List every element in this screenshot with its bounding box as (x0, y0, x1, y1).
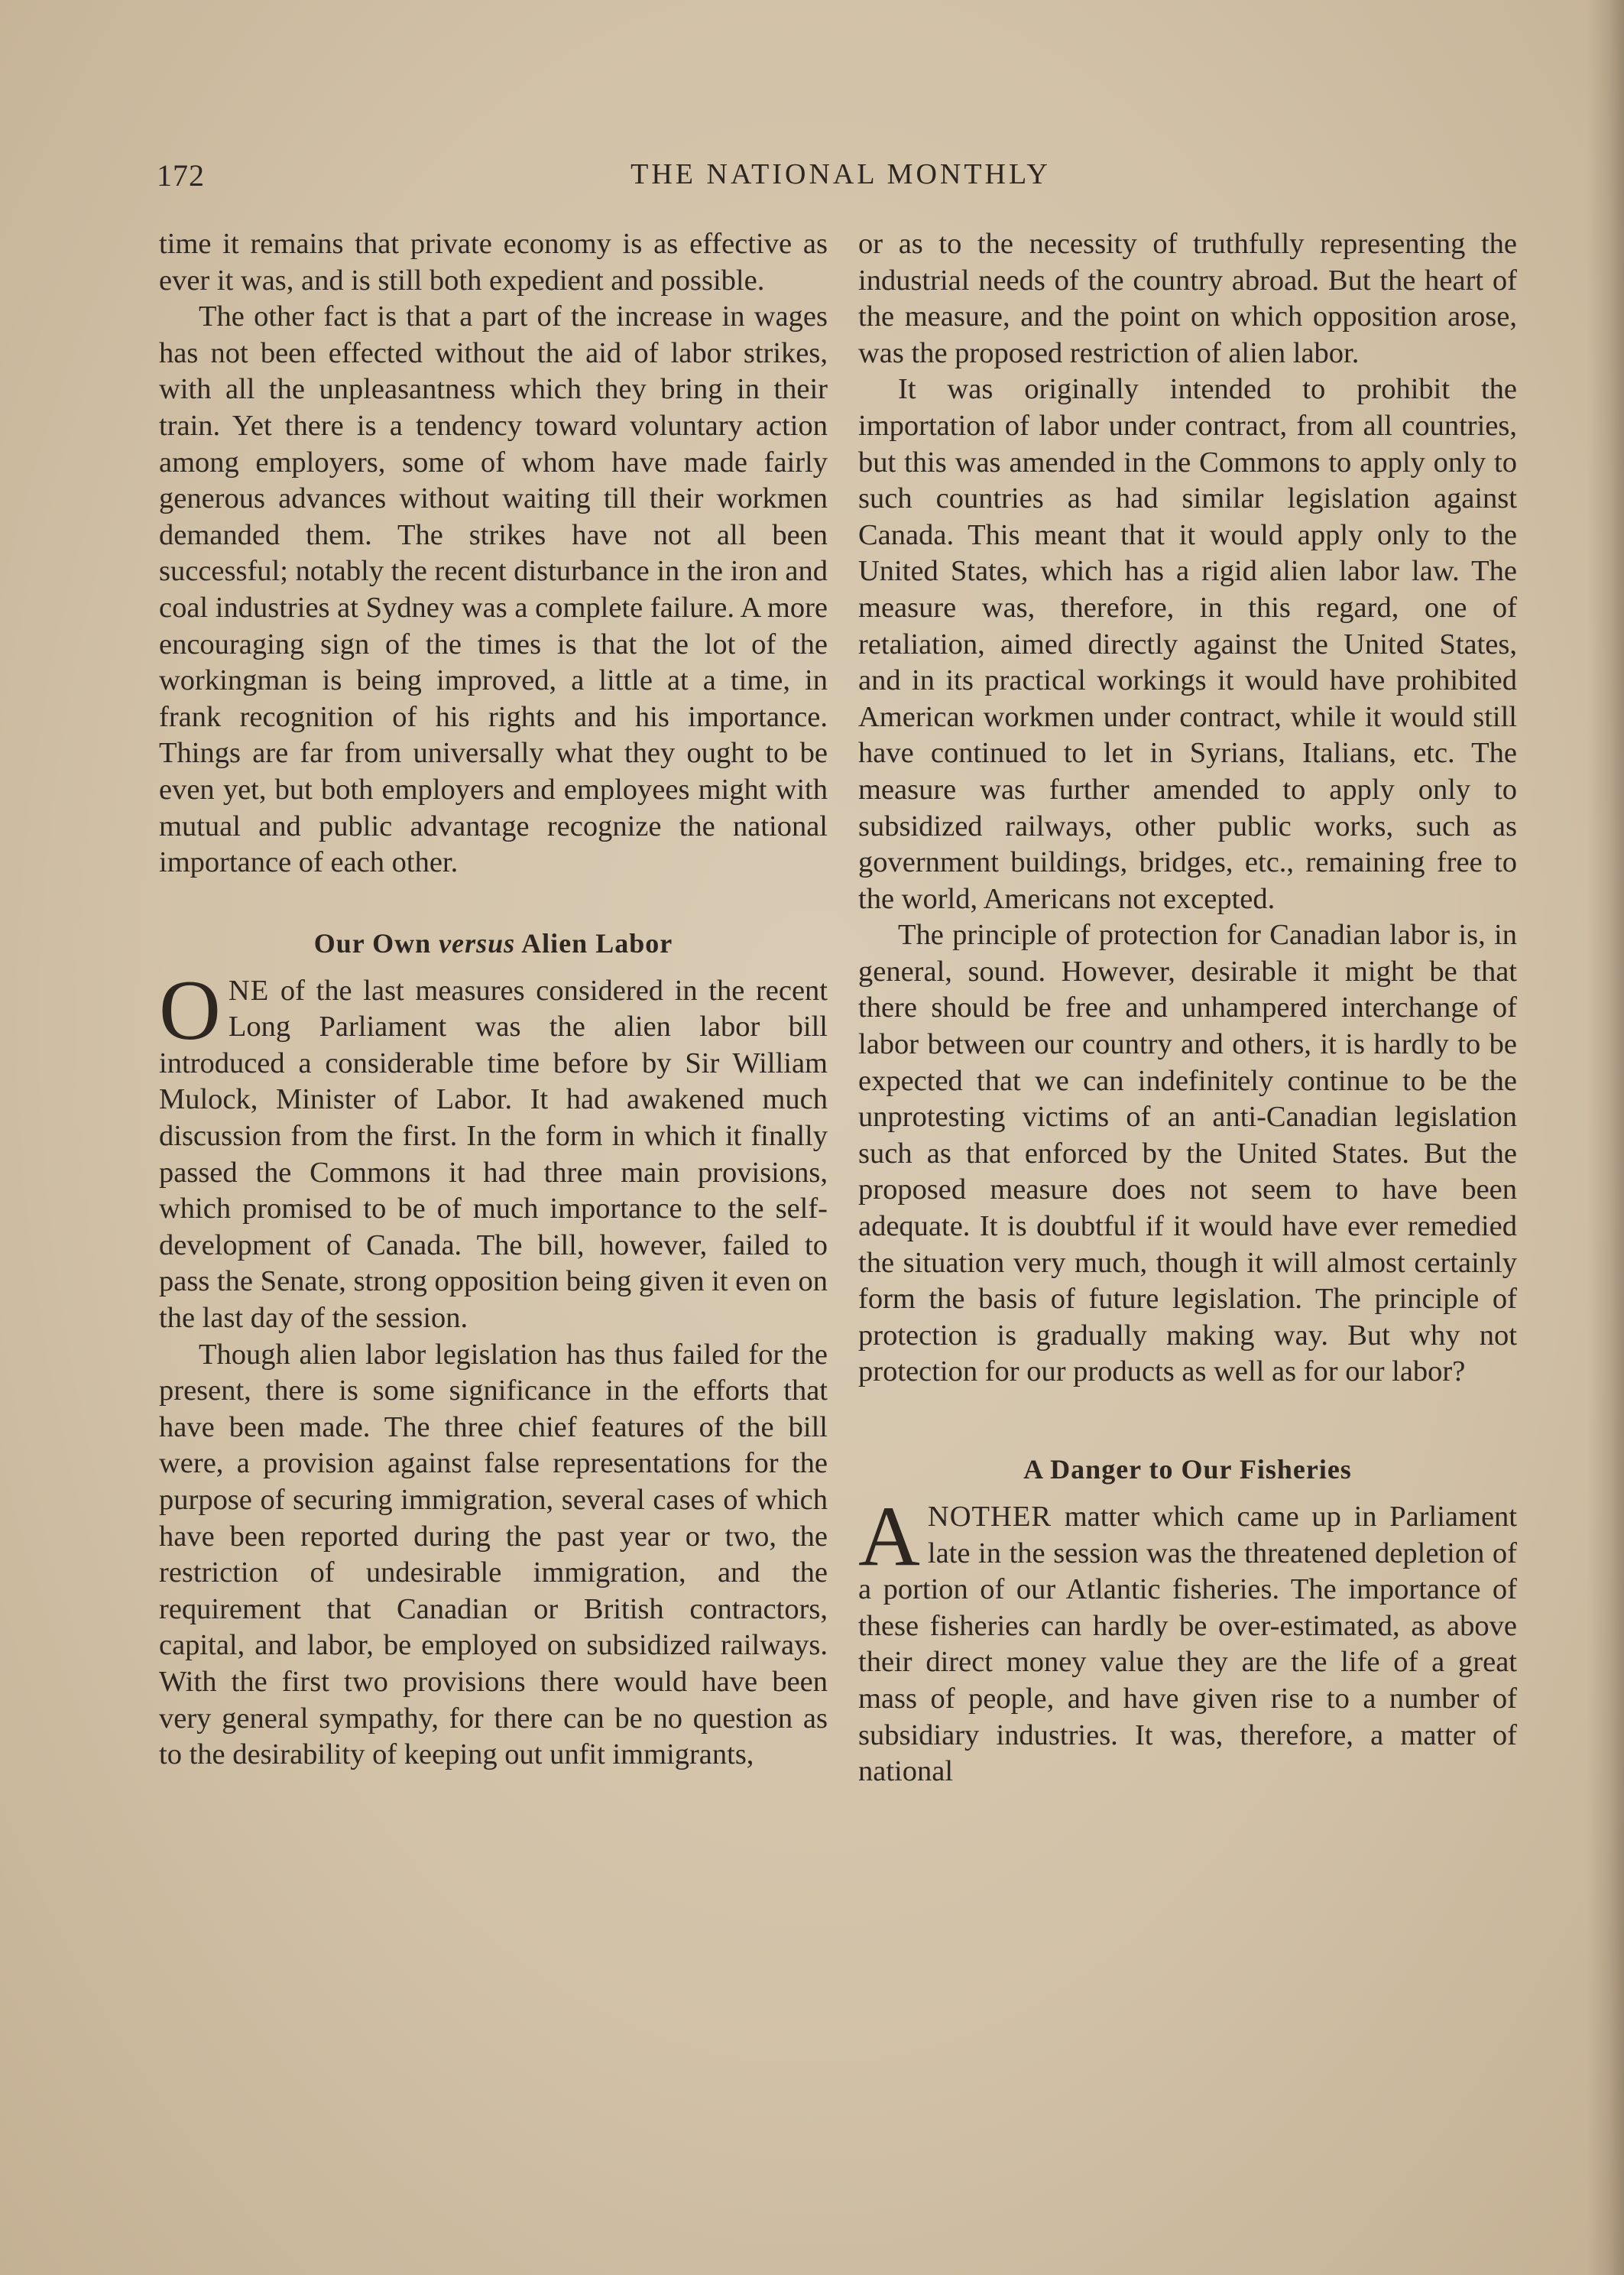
running-title: THE NATIONAL MONTHLY (630, 158, 1051, 190)
paragraph-text: matter which came up in Parliament late in the session was the threatened depletion of a portion of our Atlantic fisheries. The importance of these fisheries can hardly be over-estimated, as above their direct money value they are the life of a great mass of people, and have given rise to a number of subsidiary industries. It was, therefore, a matter of national (858, 1501, 1517, 1788)
lead-in: NOTHER (927, 1501, 1052, 1533)
right-column (858, 226, 1517, 1790)
paragraph: The principle of protection for Canadian labor is, in general, sound. However, desirable it might be that there should be free and unhampered interchange of labor between our country and others, it is hardly to be expected that we can indefinitely continue to be the unprotesting victims of an anti-Canadian legislation such as that enforced by the United States. But the proposed measure does not seem to have been adequate. It is doubtful if it would have ever remedied the situation very much, though it will almost certainly form the basis of future legislation. The principle of protection is gradually making way. But why not protection for our products as well as for our labor? (858, 919, 1517, 1388)
drop-cap: O (159, 962, 221, 1058)
lead-in: NE (228, 974, 270, 1007)
paragraph: It was originally intended to prohibit the importation of labor under contract, from all countries, but this was amended in the Commons to apply only to such countries as had similar legislation against Canada. This meant that it would apply only to the United States, which has a rigid alien labor law. The measure was, therefore, in this regard, one of retaliation, aimed directly against the United States, and in its practical workings it would have prohibited American workmen under contract, while it would still have continued to let in Syrians, Italians, etc. The measure was further amended to apply only to subsidized railways, other public works, such as government buildings, bridges, etc., remaining free to the world, Americans not excepted. (858, 373, 1517, 915)
paragraph-text: of the last measures considered in the recent Long Parliament was the alien labor bill introduced a considerable time before by Sir William Mulock, Minister of Labor. It had awakened much discussion from the first. In the form in which it finally passed the Commons it had three main provisions, which promised to be of much importance to the self-development of Canada. The bill, however, failed to pass the Senate, strong opposition being given it even on the last day of the session. (159, 974, 828, 1335)
left-column (159, 226, 828, 1774)
page-number: 172 (157, 158, 205, 193)
paragraph-dropcap (858, 1489, 1517, 1790)
page-spine-shadow (1587, 0, 1624, 2275)
paragraph: Though alien labor legislation has thus failed for the present, there is some significance in the efforts that have been made. The three chief features of the bill were, a provision against false representations for the purpose of securing immigration, several cases of which have been reported during the past year or two, the restriction of undesirable immigration, and the requirement that Canadian or British contractors, capital, and labor, be employed on subsidized railways. With the first two provisions there would have been very general sympathy, for there can be no question as to the desirability of keeping out unfit immigrants, (159, 1338, 828, 1771)
heading-text: Our Own (313, 927, 439, 959)
paragraph-dropcap (159, 962, 828, 1337)
paragraph: time it remains that private economy is as effective as ever it was, and is still both expedient and possible. (159, 228, 828, 297)
drop-cap: A (858, 1489, 920, 1584)
page-header (157, 150, 1525, 196)
heading-text: Alien Labor (515, 927, 673, 959)
section-heading-fisheries: A Danger to Our Fisheries (1023, 1454, 1352, 1485)
paragraph: The other fact is that a part of the increase in wages has not been effected without the aid of labor strikes, with all the unpleasantness which they bring in their train. Yet there is a tendency toward voluntary action among employers, some of whom have made fairly generous advances without waiting till their workmen demanded them. The strikes have not all been successful; notably the recent disturbance in the iron and coal industries at Sydney was a complete failure. A more encouraging sign of the times is that the lot of the workingman is being improved, a little at a time, in frank recognition of his rights and his importance. Things are far from universally what they ought to be even yet, but both employers and employees might with mutual and public advantage recognize the national importance of each other. (159, 300, 828, 879)
heading-text-italic: versus (439, 927, 516, 959)
section-heading-alien-labor (159, 924, 828, 962)
paragraph: or as to the necessity of truthfully representing the industrial needs of the country abroad. But the heart of the measure, and the point on which opposition arose, was the proposed restriction of alien labor. (858, 228, 1517, 369)
